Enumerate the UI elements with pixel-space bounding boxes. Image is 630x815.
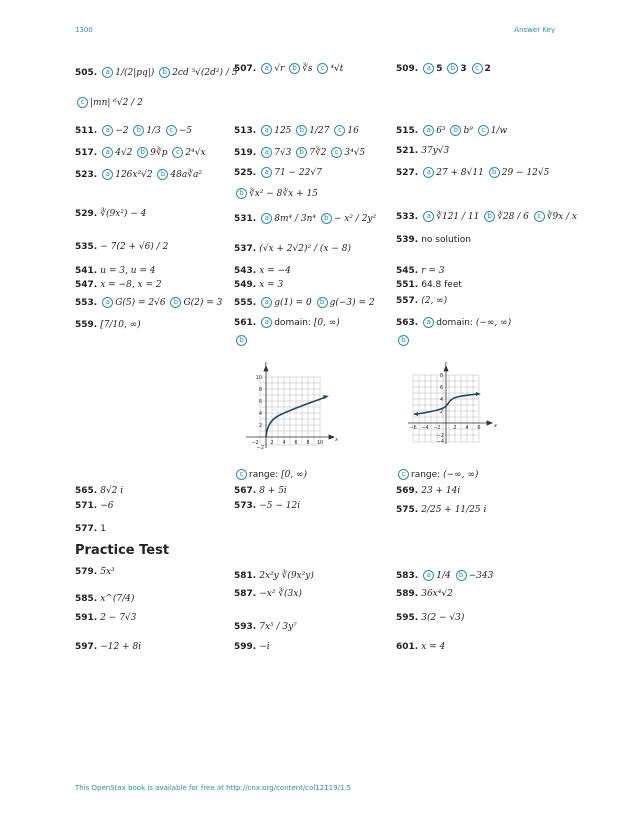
- y-tick: 6: [439, 385, 443, 391]
- answer-557: 557. (2, ∞): [396, 296, 448, 306]
- answer-505: 505. a 1/(2|pq|) b 2cd ⁵√(2d²) / 5: [75, 68, 238, 78]
- answer-589: 589. 36x⁴√2: [396, 589, 453, 599]
- answer-505-c: c |mn| ⁶√2 / 2: [75, 96, 143, 110]
- x-tick: 2: [270, 440, 274, 446]
- x-tick: 4: [282, 440, 286, 446]
- answer-573: 573. −5 − 12i: [234, 501, 301, 511]
- answer-585: 585. x^(7/4): [75, 594, 135, 604]
- practice-test-heading: Practice Test: [75, 543, 170, 558]
- answer-561-c: c range: [0, ∞): [234, 468, 307, 482]
- answer-577: 577. 1: [75, 524, 106, 534]
- graph-563: [405, 362, 501, 448]
- running-header: Answer Key: [514, 26, 555, 34]
- answer-587: 587. −x² ∛(3x): [234, 589, 302, 599]
- y-tick: 4: [439, 397, 443, 403]
- x-tick: 2: [453, 425, 457, 431]
- answer-507: 507. a √r b ∛s c ⁴√t: [234, 64, 344, 74]
- answer-549: 549. x = 3: [234, 280, 284, 290]
- answer-511: 511. a −2 b 1/3 c −5: [75, 126, 193, 136]
- answer-561: 561. a domain: [0, ∞): [234, 318, 340, 328]
- answer-525-b: b ∛x² − 8∛x + 15: [234, 187, 318, 201]
- x-tick: 10: [316, 440, 324, 446]
- answer-537: 537. (√x + 2√2)² / (x − 8): [234, 244, 351, 254]
- answer-509: 509. a 5 b 3 c 2: [396, 64, 491, 74]
- answer-529: 529. ∛(9x²) − 4: [75, 209, 147, 219]
- answer-575: 575. 2/25 + 11/25 i: [396, 505, 487, 515]
- answer-517: 517. a 4√2 b 9∛p c 2⁴√x: [75, 148, 206, 158]
- answer-579: 579. 5x³: [75, 567, 115, 577]
- answer-533: 533. a ∛121 / 11 b ∛28 / 6 c ∛9x / x: [396, 212, 578, 222]
- answer-541: 541. u = 3, u = 4: [75, 266, 156, 276]
- y-axis-label: y: [444, 362, 448, 367]
- answer-565: 565. 8√2 i: [75, 486, 124, 496]
- y-tick: 8: [258, 387, 262, 393]
- y-tick: 2: [439, 409, 443, 415]
- x-axis-label: x: [494, 423, 497, 429]
- answer-535: 535. − 7(2 + √6) / 2: [75, 242, 169, 252]
- y-tick: −2: [256, 445, 264, 450]
- answer-581: 581. 2x²y ∛(9x²y): [234, 571, 314, 581]
- y-tick: 8: [439, 373, 443, 379]
- x-tick: 6: [294, 440, 298, 446]
- curve-561-arrow: [323, 395, 329, 399]
- answer-545: 545. r = 3: [396, 266, 445, 276]
- answer-599: 599. −i: [234, 642, 270, 652]
- page-number: 1300: [75, 26, 93, 34]
- answer-583: 583. a 1/4 b −343: [396, 571, 494, 581]
- answer-595: 595. 3(2 − √3): [396, 613, 465, 623]
- answer-551: 551. 64.8 feet: [396, 280, 462, 290]
- y-tick: −4: [436, 439, 444, 445]
- answer-563-c: c range: (−∞, ∞): [396, 468, 478, 482]
- y-tick: 2: [258, 423, 262, 429]
- answer-601: 601. x = 4: [396, 642, 446, 652]
- answer-543: 543. x = −4: [234, 266, 291, 276]
- answer-513: 513. a 125 b 1/27 c 16: [234, 126, 359, 136]
- x-tick: −2: [433, 425, 441, 431]
- graph-561: [243, 360, 339, 450]
- answer-561-b: b: [234, 334, 249, 348]
- answer-525: 525. a 71 − 22√7: [234, 168, 322, 178]
- answer-531: 531. a 8m⁴ / 3n⁴ b − x² / 2y²: [234, 214, 377, 224]
- x-tick: 6: [477, 425, 481, 431]
- curve-563-arrow-left: [413, 412, 418, 416]
- x-tick: −4: [421, 425, 429, 431]
- x-tick: −6: [409, 425, 417, 431]
- answer-547: 547. x = −8, x = 2: [75, 280, 162, 290]
- y-tick: 4: [258, 411, 262, 417]
- answer-591: 591. 2 − 7√3: [75, 613, 137, 623]
- curve-563-arrow-right: [476, 392, 481, 396]
- answer-567: 567. 8 + 5i: [234, 486, 287, 496]
- answer-593: 593. 7x⁵ / 3y⁷: [234, 622, 297, 632]
- answer-515: 515. a 6³ b b⁹ c 1/w: [396, 126, 508, 136]
- y-tick: 10: [255, 375, 262, 381]
- answer-539: 539. no solution: [396, 235, 471, 245]
- answer-563: 563. a domain: (−∞, ∞): [396, 318, 512, 328]
- y-axis-label: y: [264, 361, 268, 367]
- x-tick: 8: [306, 440, 310, 446]
- x-tick: −2: [251, 440, 259, 446]
- answer-555: 555. a g(1) = 0 b g(−3) = 2: [234, 298, 375, 308]
- answer-553: 553. a G(5) = 2√6 b G(2) = 3: [75, 298, 223, 308]
- answer-521: 521. 37y√3: [396, 146, 450, 156]
- y-tick: 6: [258, 399, 262, 405]
- answer-523: 523. a 126x²√2 b 48a∛a²: [75, 170, 202, 180]
- answer-519: 519. a 7√3 b 7∛2 c 3⁴√5: [234, 148, 366, 158]
- answer-527: 527. a 27 + 8√11 b 29 − 12√5: [396, 168, 550, 178]
- answer-597: 597. −12 + 8i: [75, 642, 142, 652]
- answer-569: 569. 23 + 14i: [396, 486, 461, 496]
- x-axis-label: x: [335, 437, 338, 443]
- answer-571: 571. −6: [75, 501, 114, 511]
- x-tick: 4: [465, 425, 469, 431]
- y-tick: −2: [436, 433, 444, 439]
- answer-559: 559. [7/10, ∞): [75, 320, 141, 330]
- footer-link[interactable]: This OpenStax book is available for free at http://cnx.org/content/col12119/1.5: [75, 784, 352, 792]
- answer-563-b: b: [396, 334, 411, 348]
